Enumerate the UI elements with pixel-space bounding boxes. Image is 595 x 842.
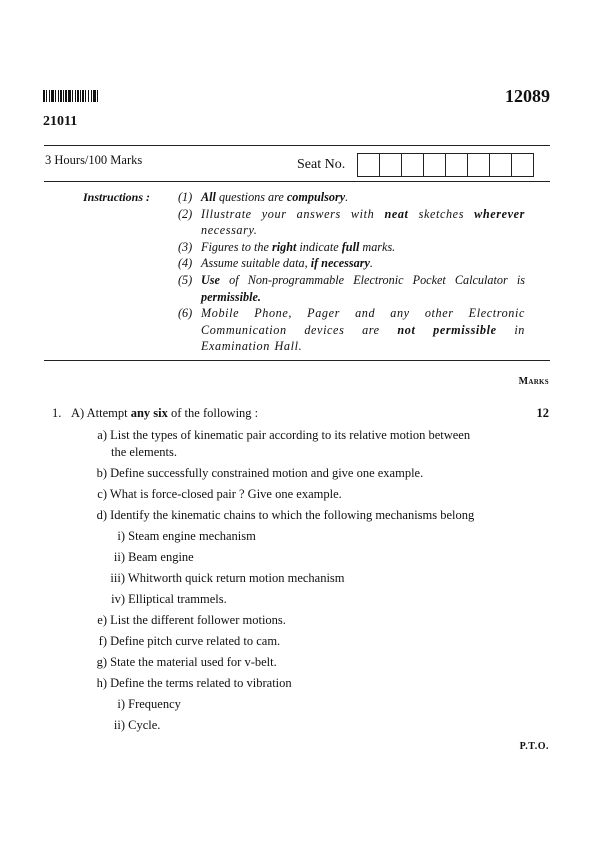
paper-number: 12089 — [505, 86, 550, 106]
item-text: List the different follower motions. — [107, 612, 286, 627]
header-rule — [44, 181, 550, 182]
item-text: Beam engine — [125, 549, 194, 564]
instruction-item — [178, 206, 525, 239]
item-text: Elliptical trammels. — [125, 591, 227, 606]
instruction-text: Use of Non-programmable Electronic Pocket Calculator is permissible. — [201, 272, 525, 304]
sub-item — [100, 570, 345, 587]
question-marks: 12 — [536, 406, 549, 420]
item-text: Identify the kinematic chains to which the following mechanisms belong — [107, 507, 475, 522]
item-label: ii) — [113, 549, 125, 564]
seat-number-box[interactable] — [379, 153, 402, 177]
item-label: ii) — [113, 717, 125, 732]
instruction-text: Mobile Phone, Pager and any other Electronic Communication devices are not permissible in Examination Hall. — [201, 306, 525, 354]
item-text: Define pitch curve related to cam. — [107, 633, 281, 648]
sub-item — [100, 528, 256, 545]
item-text: Cycle. — [125, 717, 161, 732]
item-label: f) — [98, 633, 107, 648]
instruction-item — [178, 272, 525, 305]
item-label: b) — [96, 465, 107, 480]
question-item — [85, 465, 423, 482]
sub-item — [100, 696, 181, 713]
item-label: h) — [96, 675, 107, 690]
sub-item — [100, 549, 194, 566]
question-item — [85, 612, 286, 629]
item-label: c) — [97, 486, 107, 501]
seat-number-boxes[interactable] — [358, 153, 534, 177]
question-item — [85, 675, 292, 692]
subject-code: 21011 — [43, 114, 78, 129]
pto-label: P.T.O. — [519, 741, 549, 752]
instruction-item — [178, 239, 525, 256]
instruction-number: (3) — [178, 239, 193, 254]
instruction-text: Assume suitable data, if necessary. — [201, 256, 373, 271]
instruction-item — [178, 189, 525, 206]
instruction-number: (6) — [178, 306, 193, 321]
instructions-rule — [44, 360, 550, 361]
instruction-number: (2) — [178, 206, 193, 221]
seat-number-box[interactable] — [489, 153, 512, 177]
item-label: a) — [97, 428, 107, 442]
instructions-list — [178, 189, 525, 355]
question-title: A) Attempt any six of the following : — [71, 406, 259, 420]
instructions-label: Instructions : — [83, 190, 151, 204]
item-text: What is force-closed pair ? Give one example. — [107, 486, 342, 501]
item-text: State the material used for v-belt. — [107, 654, 277, 669]
item-text: Whitworth quick return motion mechanism — [125, 570, 345, 585]
item-text: Define successfully constrained motion and give one example. — [107, 465, 424, 480]
instruction-item — [178, 305, 525, 355]
question-number: 1. — [52, 406, 62, 420]
instruction-number: (4) — [178, 256, 193, 271]
item-text: Define the terms related to vibration — [107, 675, 292, 690]
seat-number-box[interactable] — [445, 153, 468, 177]
seat-number-box[interactable] — [511, 153, 534, 177]
item-text: Steam engine mechanism — [125, 528, 256, 543]
item-label: i) — [117, 696, 125, 711]
barcode — [43, 90, 125, 102]
instruction-number: (5) — [178, 272, 193, 287]
seat-no-label: Seat No. — [297, 157, 346, 172]
item-label: iv) — [111, 591, 125, 606]
question-item — [85, 507, 474, 524]
seat-number-box[interactable] — [401, 153, 424, 177]
item-label: iii) — [110, 570, 125, 585]
duration-marks: 3 Hours/100 Marks — [45, 153, 143, 167]
instruction-text: All questions are compulsory. — [201, 190, 349, 204]
seat-number-box[interactable] — [357, 153, 380, 177]
question-item — [85, 427, 470, 444]
question-item — [85, 486, 342, 503]
sub-item — [100, 717, 160, 734]
question-item — [85, 654, 277, 671]
seat-number-box[interactable] — [423, 153, 446, 177]
top-rule — [44, 145, 550, 146]
item-label: d) — [96, 507, 107, 522]
instruction-text: Figures to the right indicate full marks. — [201, 239, 396, 254]
instruction-number: (1) — [178, 190, 193, 204]
item-label: e) — [97, 612, 107, 627]
seat-number-box[interactable] — [467, 153, 490, 177]
item-label: i) — [117, 528, 125, 543]
item-label: g) — [96, 654, 107, 669]
item-text: List the types of kinematic pair according to its relative motion between — [107, 428, 471, 442]
instruction-item — [178, 255, 525, 272]
item-continuation: the elements. — [111, 444, 177, 459]
question-item — [85, 633, 280, 650]
item-text: Frequency — [125, 696, 181, 711]
instruction-text: Illustrate your answers with neat sketches wherever necessary. — [201, 206, 525, 238]
marks-heading: Marks — [518, 376, 549, 387]
sub-item — [100, 591, 227, 608]
